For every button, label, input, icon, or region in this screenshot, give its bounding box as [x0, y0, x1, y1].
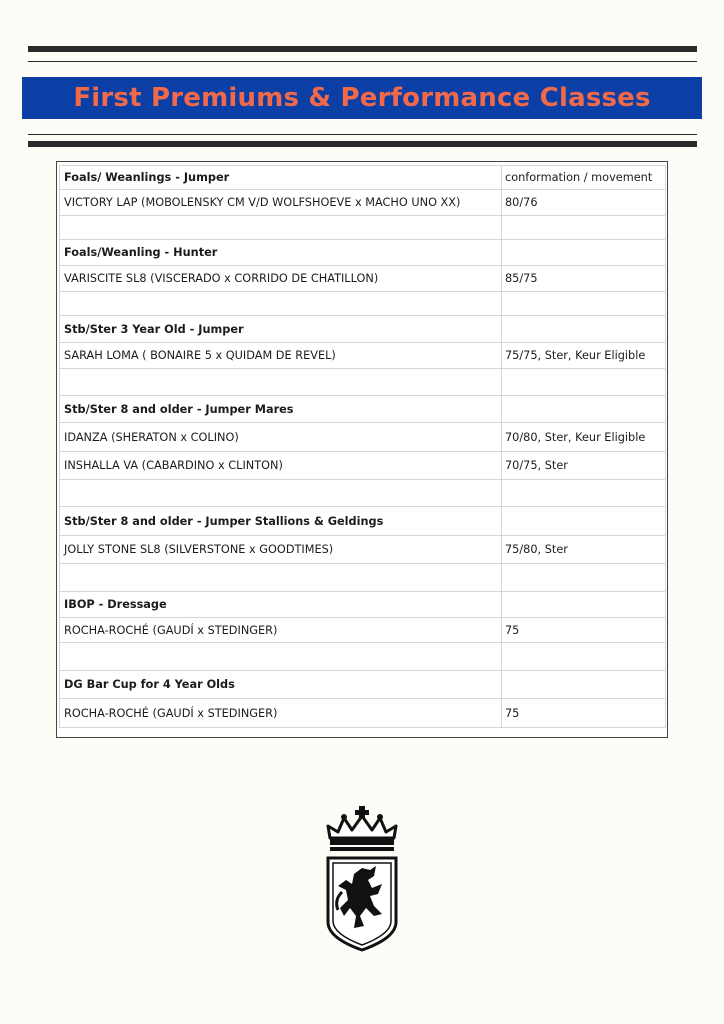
score-cell: 75/75, Ster, Keur Eligible	[502, 343, 666, 369]
table-spacer-row	[60, 643, 666, 671]
table-row	[60, 190, 666, 216]
score-cell	[502, 592, 666, 618]
score-cell	[502, 292, 666, 316]
score-cell: 75	[502, 699, 666, 728]
score-cell: 85/75	[502, 266, 666, 292]
section-title: IBOP - Dressage	[60, 592, 502, 618]
table-section-header-row	[60, 316, 666, 343]
table-spacer-row	[60, 564, 666, 592]
score-cell	[502, 369, 666, 396]
table-spacer-row	[60, 480, 666, 507]
bottom-rule-thick	[28, 141, 697, 147]
table-row	[60, 452, 666, 480]
score-cell	[502, 480, 666, 507]
score-cell	[502, 316, 666, 343]
table-row	[60, 266, 666, 292]
score-cell	[502, 671, 666, 699]
table-row	[60, 423, 666, 452]
section-title: Foals/Weanling - Hunter	[60, 240, 502, 266]
section-title: Stb/Ster 8 and older - Jumper Stallions & Geldings	[60, 507, 502, 536]
score-cell	[502, 396, 666, 423]
horse-name-cell	[60, 564, 502, 592]
score-cell: 80/76	[502, 190, 666, 216]
table-section-header-row	[60, 507, 666, 536]
score-cell: conformation / movement	[502, 166, 666, 190]
section-title: Foals/ Weanlings - Jumper	[60, 166, 502, 190]
horse-name-cell: VARISCITE SL8 (VISCERADO x CORRIDO DE CHATILLON)	[60, 266, 502, 292]
table-spacer-row	[60, 369, 666, 396]
horse-name-cell: SARAH LOMA ( BONAIRE 5 x QUIDAM DE REVEL)	[60, 343, 502, 369]
horse-name-cell	[60, 369, 502, 396]
horse-name-cell: ROCHA-ROCHÉ (GAUDÍ x STEDINGER)	[60, 699, 502, 728]
score-cell	[502, 240, 666, 266]
horse-name-cell	[60, 292, 502, 316]
crest-logo	[324, 804, 400, 952]
section-title: DG Bar Cup for 4 Year Olds	[60, 671, 502, 699]
table-row	[60, 618, 666, 643]
horse-name-cell	[60, 480, 502, 507]
horse-name-cell	[60, 643, 502, 671]
horse-name-cell: JOLLY STONE SL8 (SILVERSTONE x GOODTIMES)	[60, 536, 502, 564]
table-section-header-row	[60, 240, 666, 266]
score-cell	[502, 507, 666, 536]
table-section-header-row	[60, 166, 666, 190]
score-cell: 75	[502, 618, 666, 643]
results-table	[59, 165, 666, 728]
table-spacer-row	[60, 216, 666, 240]
title-banner	[22, 77, 702, 119]
table-spacer-row	[60, 292, 666, 316]
page-title: First Premiums & Performance Classes	[73, 83, 651, 113]
section-title: Stb/Ster 3 Year Old - Jumper	[60, 316, 502, 343]
top-rule-thin	[28, 61, 697, 62]
score-cell	[502, 643, 666, 671]
table-row	[60, 699, 666, 728]
table-row	[60, 536, 666, 564]
table-section-header-row	[60, 592, 666, 618]
score-cell	[502, 564, 666, 592]
results-table-frame	[56, 161, 668, 738]
top-rule-thick	[28, 46, 697, 52]
horse-name-cell: VICTORY LAP (MOBOLENSKY CM V/D WOLFSHOEVE x MACHO UNO XX)	[60, 190, 502, 216]
bottom-rule-thin	[28, 134, 697, 135]
table-section-header-row	[60, 396, 666, 423]
score-cell: 70/75, Ster	[502, 452, 666, 480]
horse-name-cell: INSHALLA VA (CABARDINO x CLINTON)	[60, 452, 502, 480]
horse-name-cell: IDANZA (SHERATON x COLINO)	[60, 423, 502, 452]
score-cell: 75/80, Ster	[502, 536, 666, 564]
section-title: Stb/Ster 8 and older - Jumper Mares	[60, 396, 502, 423]
table-section-header-row	[60, 671, 666, 699]
table-row	[60, 343, 666, 369]
score-cell: 70/80, Ster, Keur Eligible	[502, 423, 666, 452]
score-cell	[502, 216, 666, 240]
horse-name-cell	[60, 216, 502, 240]
horse-name-cell: ROCHA-ROCHÉ (GAUDÍ x STEDINGER)	[60, 618, 502, 643]
